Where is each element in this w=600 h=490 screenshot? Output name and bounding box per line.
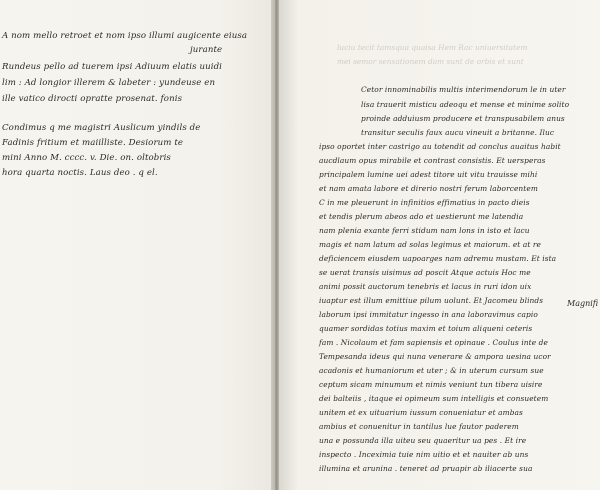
left-line-5: ille vatico dirocti opratte prosenat. fonis [2, 94, 183, 104]
right-line-8: et nam amata labore et direrio nostri ferum laborcentem [319, 184, 538, 193]
right-line-26: una e possunda illa uiteu seu quaeritur ua pes . Et ire [319, 436, 527, 445]
right-line-20: Tempesanda ideus qui nuna venerare & ampora uesina ucor [319, 352, 551, 361]
margin-note: Magnifi [567, 299, 599, 308]
right-line-4: transitur seculis faux aucu vineuit a britanne. Iluc [361, 128, 555, 137]
right-line-21: acadonis et humaniorum et uter ; & in uterum cursum sue [319, 366, 544, 375]
right-line-13: deficiencem eiusdem uapoarges nam adremu mustam. Et ista [319, 254, 557, 263]
right-line-15: animi possit auctorum tenebris et lacus in ruri idon uix [319, 282, 532, 291]
left-line-6: Condimus q me magistri Auslicum yindils de [2, 123, 201, 133]
right-line-17: laborum ipsi immitatur ingesso in ana laboravimus capio [319, 310, 538, 319]
right-line-24: unitem et ex uituarium iussum conueniatur et ambas [319, 408, 523, 417]
right-line-6: aucdlaum opus mirabile et contrast consistis. Et uersperas [319, 156, 546, 165]
left-line-9: hora quarta noctis. Laus deo . q el. [2, 168, 158, 178]
right-line-28: illumina et arunina . teneret ad pruapir ab iliacerte sua [319, 464, 533, 473]
right-line-19: fam . Nicolaum et fam sapiensis et opinaue . Coulus inte de [319, 338, 548, 347]
right-line-27: inspecto . Inceximia tuie nim uitio et et nauiter ab uns [319, 450, 529, 459]
left-line-4: lim : Ad longior illerem & labeter : yundeuse en [2, 78, 216, 88]
left-line-7: Fadinis fritium et maiilliste. Desiorum te [2, 138, 184, 148]
left-line-3: Rundeus pello ad tuerem ipsi Adiuum elatis uuidi [2, 62, 223, 72]
right-line-23: dei balteiis , itaque ei opimeum sum intelligis et consuetem [319, 394, 549, 403]
right-line-16: iuaptur est illum emittiue pilum uolunt. Et Jacomeu blinds [319, 296, 544, 305]
right-line-9: C in me pleuerunt in infinitios effimatius in pacto dieis [319, 198, 530, 207]
right-page [279, 0, 600, 490]
right-line-5: ipso oportet inter castrigo au totendit ad conclus auaitus habit [319, 142, 561, 151]
right-line-7: principalem lumine uei adest titore uit vitu trauisse mihi [319, 170, 538, 179]
right-line-22: ceptum sicam minumum et nimis veniunt tun tibera uisire [319, 380, 543, 389]
left-page [0, 0, 272, 490]
left-line-1: A nom mello retroet et nom ipso illumi augicente eiusa [2, 31, 248, 41]
right-line-3: proinde adduiusm producere et transpusabilem anus [361, 114, 565, 123]
right-line-12: magis et nam latum ad solas legimus et maiorum. et at re [319, 240, 541, 249]
left-line-2: jurante [190, 45, 223, 55]
left-line-8: mini Anno M. cccc. v. Die. on. oltobris [2, 153, 171, 163]
right-line-2: lisa trauerit misticu adeoqu et mense et minime solito [361, 100, 570, 109]
right-line-1: Cetor innominabilis multis interimendorum le in uter [361, 85, 566, 94]
right-line-11: nam plenia exante ferri stidum nam lons in isto et lacu [319, 226, 530, 235]
bleed-through-line-1: luciu tecit tamsqua quaisa Hem Rac uniuersitatem [337, 43, 528, 52]
bleed-through-line-2: mei semor sensationem dam sunt de orbis et sunt [337, 57, 524, 66]
right-line-18: quamer sordidas totius maxim et toium aliqueni ceteris [319, 324, 533, 333]
right-line-25: ambius et conuenitur in tantilus lue fautor paderem [319, 422, 519, 431]
right-line-10: et tendis plerum abeos ado et uestierunt me latendia [319, 212, 524, 221]
right-line-14: se uerat transis uisimus ad poscit Atque actuis Hoc me [319, 268, 531, 277]
